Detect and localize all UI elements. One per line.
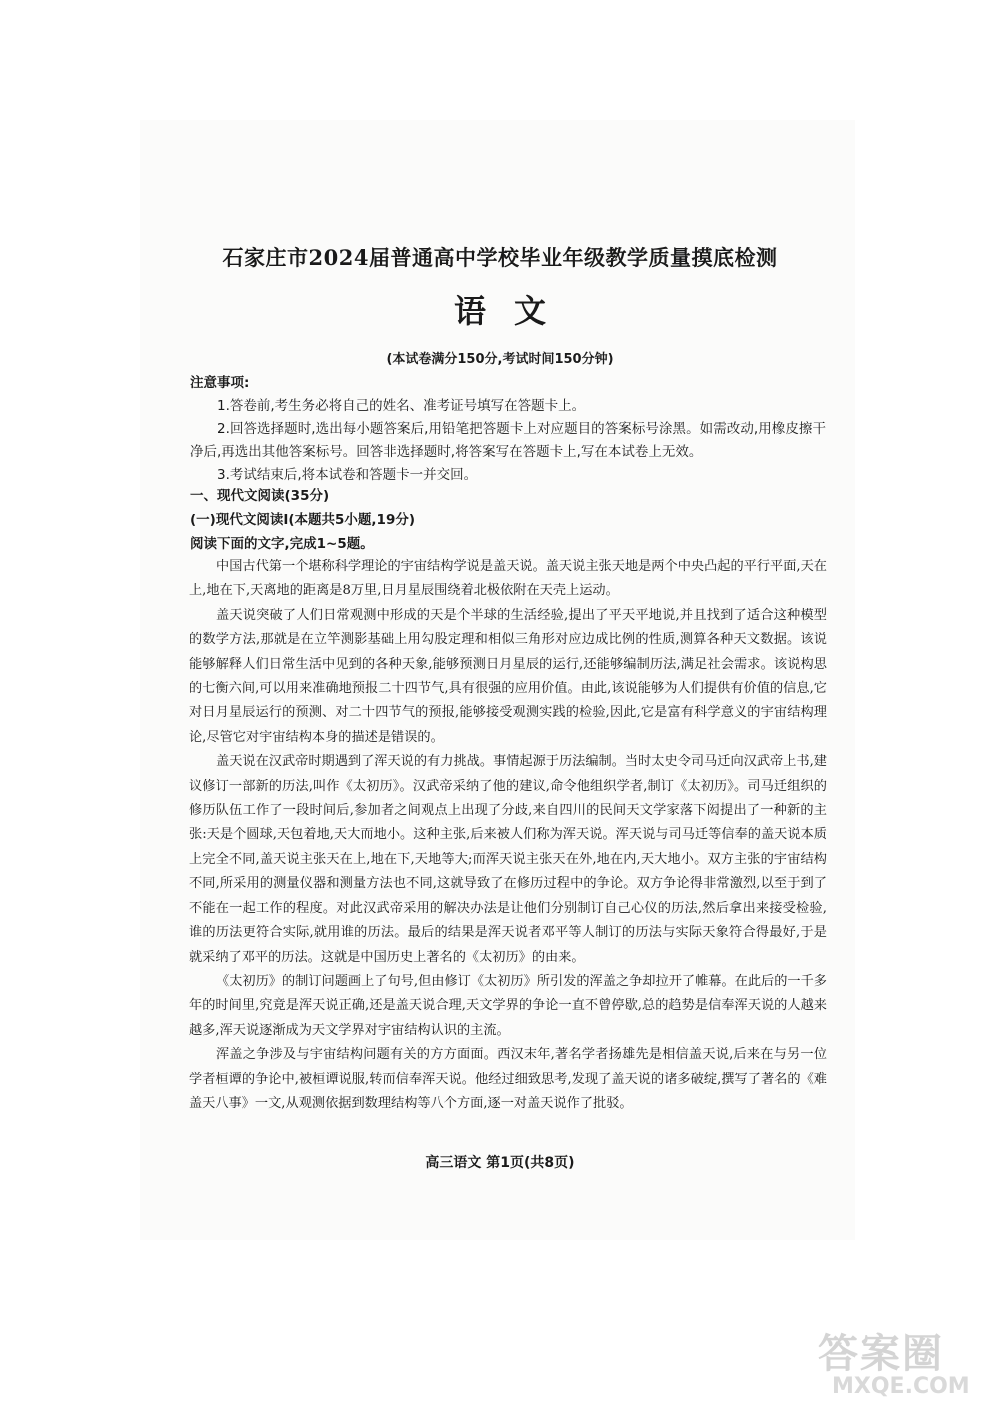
section-subheading: (一)现代文阅读Ⅰ(本题共5小题,19分) [190,512,416,528]
notice-item: 1.答卷前,考生务必将自己的姓名、准考证号填写在答题卡上。 [217,398,586,414]
passage-paragraph: 中国古代第一个堪称科学理论的宇宙结构学说是盖天说。盖天说主张天地是两个中央凸起的平行平面,天在上,地在下,天离地的距离是8万里,日月星辰围绕着北极依附在天壳上运动。 [189,559,827,599]
watermark-text: 答案圈 [818,1331,944,1377]
notice-item: 3.考试结束后,将本试卷和答题卡一并交回。 [217,467,478,483]
passage-paragraph: 浑盖之争涉及与宇宙结构问题有关的方方面面。西汉末年,著名学者扬雄先是相信盖天说,后来在与另一位学者桓谭的争论中,被桓谭说服,转而信奉浑天说。他经过细致思考,发现了盖天说的诸多破绽,撰写了著名的《难盖天八事》一文,从观测依据到数理结构等八个方面,逐一对盖天说作了批驳。 [189,1047,827,1111]
page-footer: 高三语文 第1页(共8页) [425,1155,575,1171]
exam-title: 石家庄市2024届普通高中学校毕业年级教学质量摸底检测 [222,245,778,270]
watermark-logo [818,1322,988,1404]
watermark-url: MXQE.COM [832,1374,970,1399]
exam-subtitle: (本试卷满分150分,考试时间150分钟) [386,352,614,367]
notice-list [190,395,826,487]
notice-item: 2.回答选择题时,选出每小题答案后,用铅笔把答题卡上对应题目的答案标号涂黑。如需改动,用橡皮擦干净后,再选出其他答案标号。回答非选择题时,将答案写在答题卡上,写在本试卷上无效。 [190,421,826,460]
reading-instruction: 阅读下面的文字,完成1~5题。 [190,536,374,552]
subject-title: 语文 [453,292,574,330]
section-heading: 一、现代文阅读(35分) [190,488,330,504]
passage-paragraph: 盖天说突破了人们日常观测中形成的天是个半球的生活经验,提出了平天平地说,并且找到了适合这种模型的数学方法,那就是在立竿测影基础上用勾股定理和相似三角形对应边成比例的性质,测算各种天文数据。该说能够解释人们日常生活中见到的各种天象,能够预测日月星辰的运行,还能够编制历法,满足社会需求。该说构思的七衡六间,可以用来准确地预报二十四节气,具有很强的应用价值。由此,该说能够为人们提供有价值的信息,它对日月星辰运行的预测、对二十四节气的预报,能够接受观测实践的检验,因此,它是富有科学意义的宇宙结构理论,尽管它对宇宙结构本身的描述是错误的。 [189,607,827,745]
reading-passage [189,555,827,1116]
notice-heading: 注意事项: [190,375,250,391]
passage-paragraph: 盖天说在汉武帝时期遇到了浑天说的有力挑战。事情起源于历法编制。当时太史令司马迁向汉武帝上书,建议修订一部新的历法,叫作《太初历》。汉武帝采纳了他的建议,命令他组织学者,制订《太初历》。司马迁组织的修历队伍工作了一段时间后,参加者之间观点上出现了分歧,来自四川的民间天文学家落下闳提出了一种新的主张:天是个圆球,天包着地,天大而地小。这种主张,后来被人们称为浑天说。浑天说与司马迁等信奉的盖天说本质上完全不同,盖天说主张天在上,地在下,天地等大;而浑天说主张天在外,地在内,天大地小。双方主张的宇宙结构不同,所采用的测量仪器和测量方法也不同,这就导致了在修历过程中的争论。双方争论得非常激烈,以至于到了不能在一起工作的程度。对此汉武帝采用的解决办法是让他们分别制订自己心仪的历法,然后拿出来接受检验,谁的历法更符合实际,就用谁的历法。最后的结果是浑天说者邓平等人制订的历法与实际天象符合得最好,于是就采纳了邓平的历法。这就是中国历史上著名的《太初历》的由来。 [189,754,827,965]
passage-paragraph: 《太初历》的制订问题画上了句号,但由修订《太初历》所引发的浑盖之争却拉开了帷幕。在此后的一千多年的时间里,究竟是浑天说正确,还是盖天说合理,天文学界的争论一直不曾停歇,总的趋势是信奉浑天说的人越来越多,浑天说逐渐成为天文学界对宇宙结构认识的主流。 [189,973,827,1038]
